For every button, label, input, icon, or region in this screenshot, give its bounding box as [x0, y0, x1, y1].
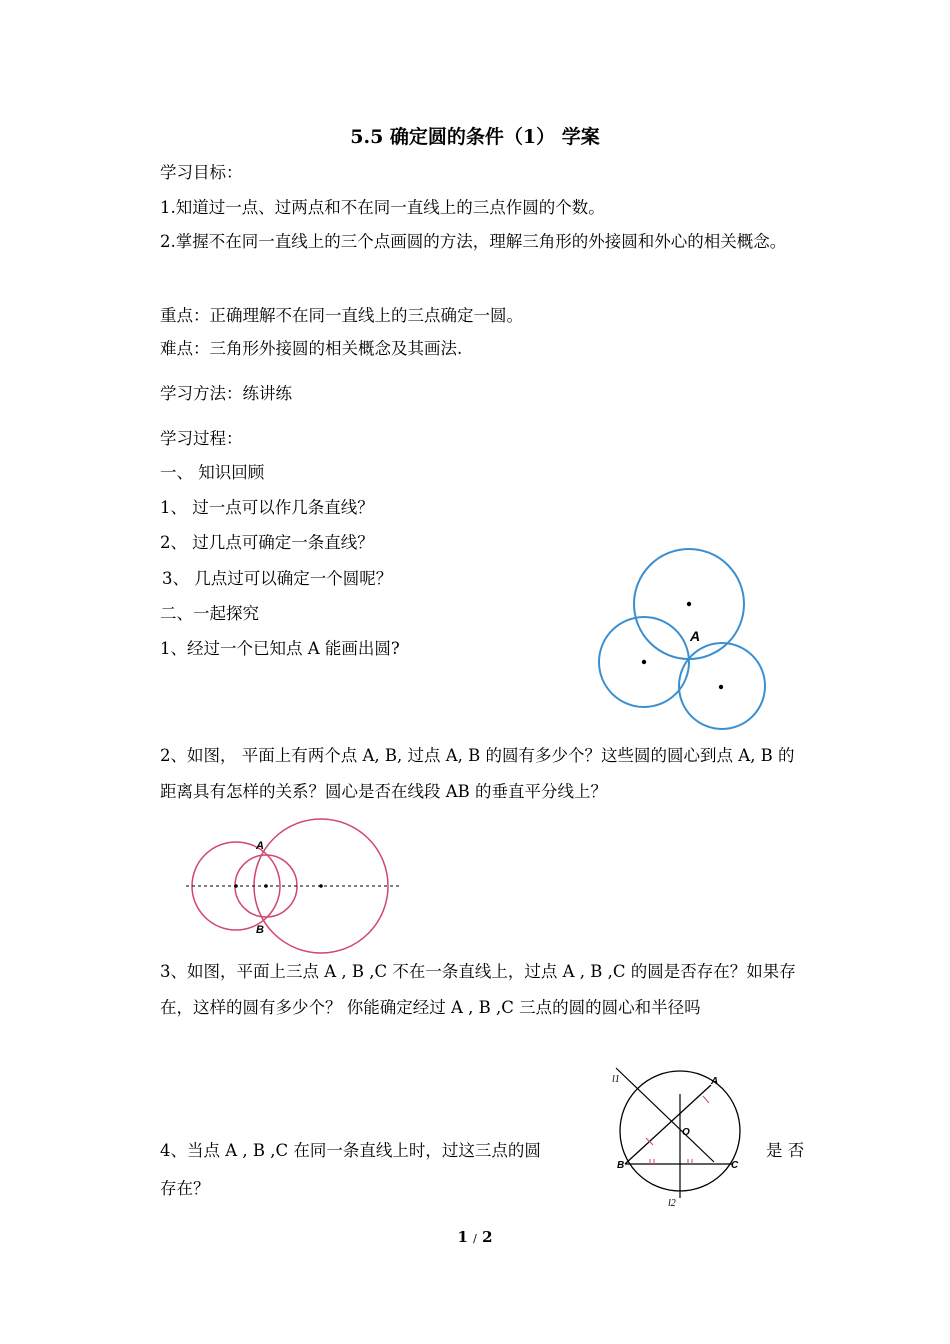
- point-c-label: C: [731, 1160, 739, 1171]
- document-title: 5.5 确定圆的条件（1） 学案: [350, 126, 600, 148]
- explore-question-3: 3、如图，平面上三点 A , B ,C 不在一条直线上，过点 A , B ,C 的圆是否存在？如果存在，这样的圆有多少个？ 你能确定经过 A , B ,C 三点的圆的圆心和半径吗: [160, 962, 796, 1017]
- point-a-label: A: [690, 628, 701, 644]
- objectives-heading: 学习目标：: [160, 163, 243, 182]
- explore-question-1: 1、经过一个已知点 A 能画出圆?: [160, 639, 400, 658]
- center-dot-1: [234, 884, 238, 888]
- point-a-label: A: [256, 840, 264, 852]
- three-circles-figure: [594, 546, 770, 734]
- process-heading: 学习过程：: [160, 429, 243, 448]
- explore-question-4-cont: 是 否: [766, 1141, 805, 1160]
- point-a-label: A: [711, 1076, 719, 1087]
- difficulty-point: 难点：三角形外接圆的相关概念及其画法.: [160, 339, 463, 358]
- total-pages: 2: [482, 1228, 493, 1246]
- center-dot-3: [319, 884, 323, 888]
- page-separator: /: [473, 1232, 477, 1245]
- circumcircle-figure: [608, 1066, 758, 1214]
- tick-mark: [703, 1096, 709, 1103]
- bisector-l1: [616, 1068, 714, 1162]
- point-b-label: B: [617, 1160, 625, 1171]
- center-dot-2: [264, 884, 268, 888]
- objective-2: 2.掌握不在同一直线上的三个点画圆的方法，理解三角形的外接圆和外心的相关概念。: [160, 232, 787, 251]
- review-question-3: 3、 几点过可以确定一个圆呢？: [162, 569, 393, 588]
- review-question-2: 2、 过几点可确定一条直线？: [160, 533, 374, 552]
- two-point-circles-figure: [184, 818, 404, 954]
- review-question-1: 1、 过一点可以作几条直线？: [160, 498, 374, 517]
- segment-ab: [625, 1085, 711, 1164]
- learning-method: 学习方法：练讲练: [160, 384, 292, 403]
- center-o-label: O: [682, 1127, 690, 1138]
- line-l1-label: l1: [612, 1074, 620, 1085]
- line-l2-label: l2: [668, 1198, 676, 1209]
- center-dot-right: [719, 685, 723, 689]
- center-dot-left: [642, 660, 646, 664]
- page-number: [0, 1228, 950, 1246]
- explore-question-2: 2、如图， 平面上有两个点 A, B, 过点 A, B 的圆有多少个？这些圆的圆心到点 A, B 的距离具有怎样的关系？圆心是否在线段 AB 的垂直平分线上？: [160, 746, 795, 801]
- center-dot-upper: [687, 602, 691, 606]
- explore-question-4: 4、当点 A , B ,C 在同一条直线上时，过这三点的圆: [160, 1141, 541, 1160]
- key-point: 重点：正确理解不在同一直线上的三点确定一圆。: [160, 306, 523, 325]
- section-explore-heading: 二、一起探究: [160, 604, 259, 623]
- objective-1: 1.知道过一点、过两点和不在同一直线上的三点作圆的个数。: [160, 198, 605, 217]
- explore-question-4-end: 存在？: [160, 1179, 210, 1198]
- point-b-label: B: [256, 924, 264, 936]
- current-page: 1: [457, 1228, 468, 1246]
- section-review-heading: 一、 知识回顾: [160, 463, 265, 482]
